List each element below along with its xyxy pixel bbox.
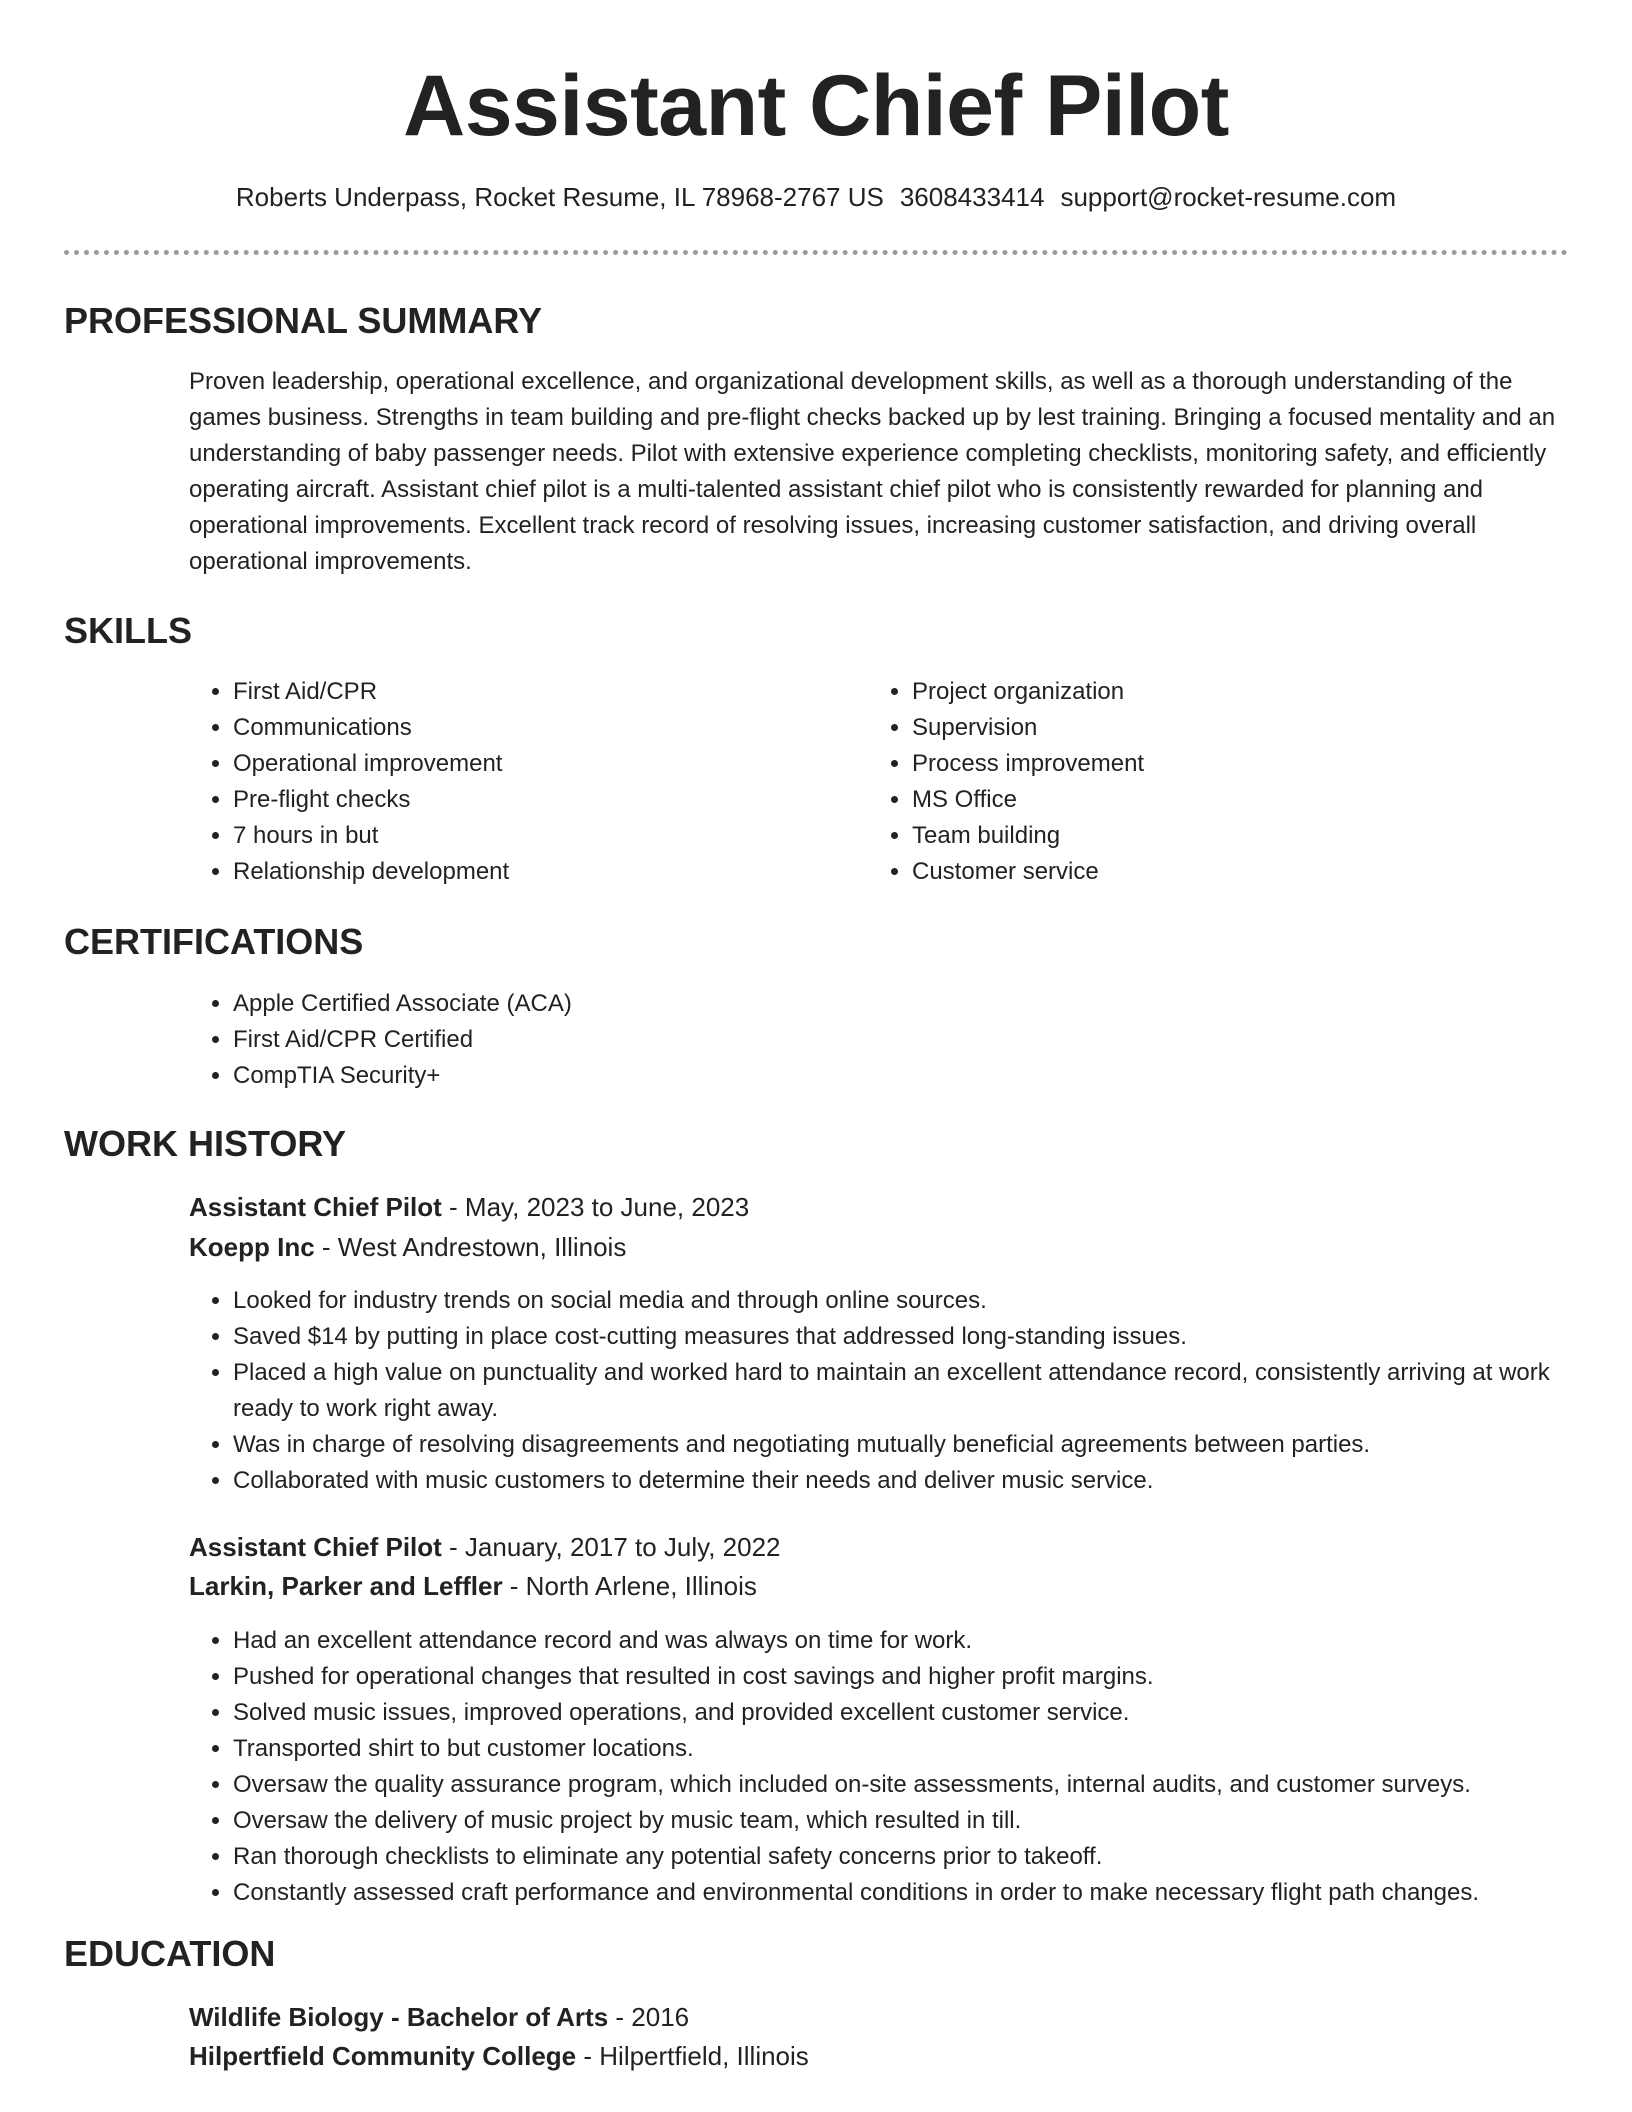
job-company-line (189, 1568, 757, 1604)
list-item: • Relationship development (233, 854, 833, 890)
list-item: • Collaborated with music customers to determine their needs and deliver music service. (233, 1463, 1613, 1499)
header-divider (64, 250, 1568, 255)
list-item: • Apple Certified Associate (ACA) (233, 986, 1033, 1022)
education-school: Hilpertfield Community College (189, 2041, 577, 2071)
list-item: • Transported shirt to but customer locations. (233, 1731, 1613, 1767)
resume-name: Assistant Chief Pilot (403, 58, 1229, 154)
list-item: • Oversaw the quality assurance program, which included on-site assessments, internal audits, and customer surveys. (233, 1767, 1613, 1803)
list-item: • Supervision (912, 710, 1512, 746)
job-role: Assistant Chief Pilot (189, 1192, 442, 1222)
job-dates: - May, 2023 to June, 2023 (441, 1192, 750, 1222)
list-item: • CompTIA Security+ (233, 1058, 1033, 1094)
list-item: • Constantly assessed craft performance and environmental conditions in order to make necessary flight path changes. (233, 1875, 1613, 1911)
summary-text: Proven leadership, operational excellence, and organizational development skills, as well as a thorough understanding of the games business. Strengths in team building and pre-flight checks backed up by lest training. Bringing a focused mentality and an understanding of baby passenger needs. Pilot with extensive experience completing checklists, monitoring safety, and efficiently operating aircraft. Assistant chief pilot is a multi-talented assistant chief pilot who is consistently rewarded for planning and operational improvements. Excellent track record of resolving issues, increasing customer satisfaction, and driving overall operational improvements. (189, 368, 1556, 575)
skills-list-right (868, 674, 1512, 890)
list-item: • Solved music issues, improved operations, and provided excellent customer service. (233, 1695, 1613, 1731)
education-degree: Wildlife Biology - Bachelor of Arts (189, 2002, 609, 2032)
job-company: Larkin, Parker and Leffler (189, 1571, 503, 1601)
list-item: • Pushed for operational changes that resulted in cost savings and higher profit margins. (233, 1659, 1613, 1695)
list-item: • Looked for industry trends on social media and through online sources. (233, 1283, 1613, 1319)
education-year: - 2016 (608, 2002, 690, 2032)
list-item: • Customer service (912, 854, 1512, 890)
job-dates: - January, 2017 to July, 2022 (441, 1532, 781, 1562)
list-item: • Project organization (912, 674, 1512, 710)
list-item: • Was in charge of resolving disagreements and negotiating mutually beneficial agreements between parties. (233, 1427, 1613, 1463)
job-location: - West Andrestown, Illinois (314, 1232, 627, 1262)
list-item: • Placed a high value on punctuality and worked hard to maintain an excellent attendance record, consistently arriving at work ready to work right away. (233, 1355, 1613, 1427)
skills-list-left (189, 674, 833, 890)
job-role: Assistant Chief Pilot (189, 1532, 442, 1562)
list-item: • Had an excellent attendance record and was always on time for work. (233, 1623, 1613, 1659)
list-item: • Ran thorough checklists to eliminate any potential safety concerns prior to takeoff. (233, 1839, 1613, 1875)
job-company: Koepp Inc (189, 1232, 315, 1262)
section-title-work-history: WORK HISTORY (64, 1123, 347, 1164)
section-title-education: EDUCATION (64, 1933, 276, 1974)
section-title-certifications: CERTIFICATIONS (64, 921, 364, 962)
list-item: • 7 hours in but (233, 818, 833, 854)
contact-email: support@rocket-resume.com (1060, 182, 1397, 212)
section-title-summary: PROFESSIONAL SUMMARY (64, 300, 543, 341)
list-item: • Process improvement (912, 746, 1512, 782)
list-item: • Team building (912, 818, 1512, 854)
job-title-line (189, 1529, 781, 1565)
list-item: • Saved $14 by putting in place cost-cutting measures that addressed long-standing issues. (233, 1319, 1613, 1355)
contact-line (0, 180, 1632, 214)
list-item: • Operational improvement (233, 746, 833, 782)
job-location: - North Arlene, Illinois (502, 1571, 757, 1601)
list-item: • MS Office (912, 782, 1512, 818)
job-company-line (189, 1229, 626, 1265)
contact-phone: 3608433414 (899, 182, 1045, 212)
certifications-list (189, 986, 1033, 1094)
list-item: • Communications (233, 710, 833, 746)
list-item: • Oversaw the delivery of music project by music team, which resulted in till. (233, 1803, 1613, 1839)
job-bullets (189, 1623, 1613, 1911)
job-bullets (189, 1283, 1613, 1499)
education-degree-line (189, 1999, 689, 2035)
list-item: • First Aid/CPR Certified (233, 1022, 1033, 1058)
education-school-line (189, 2038, 809, 2074)
list-item: • First Aid/CPR (233, 674, 833, 710)
contact-address: Roberts Underpass, Rocket Resume, IL 78968-2767 US (235, 182, 884, 212)
section-title-skills: SKILLS (64, 610, 193, 651)
job-title-line (189, 1189, 749, 1225)
education-location: - Hilpertfield, Illinois (576, 2041, 809, 2071)
list-item: • Pre-flight checks (233, 782, 833, 818)
